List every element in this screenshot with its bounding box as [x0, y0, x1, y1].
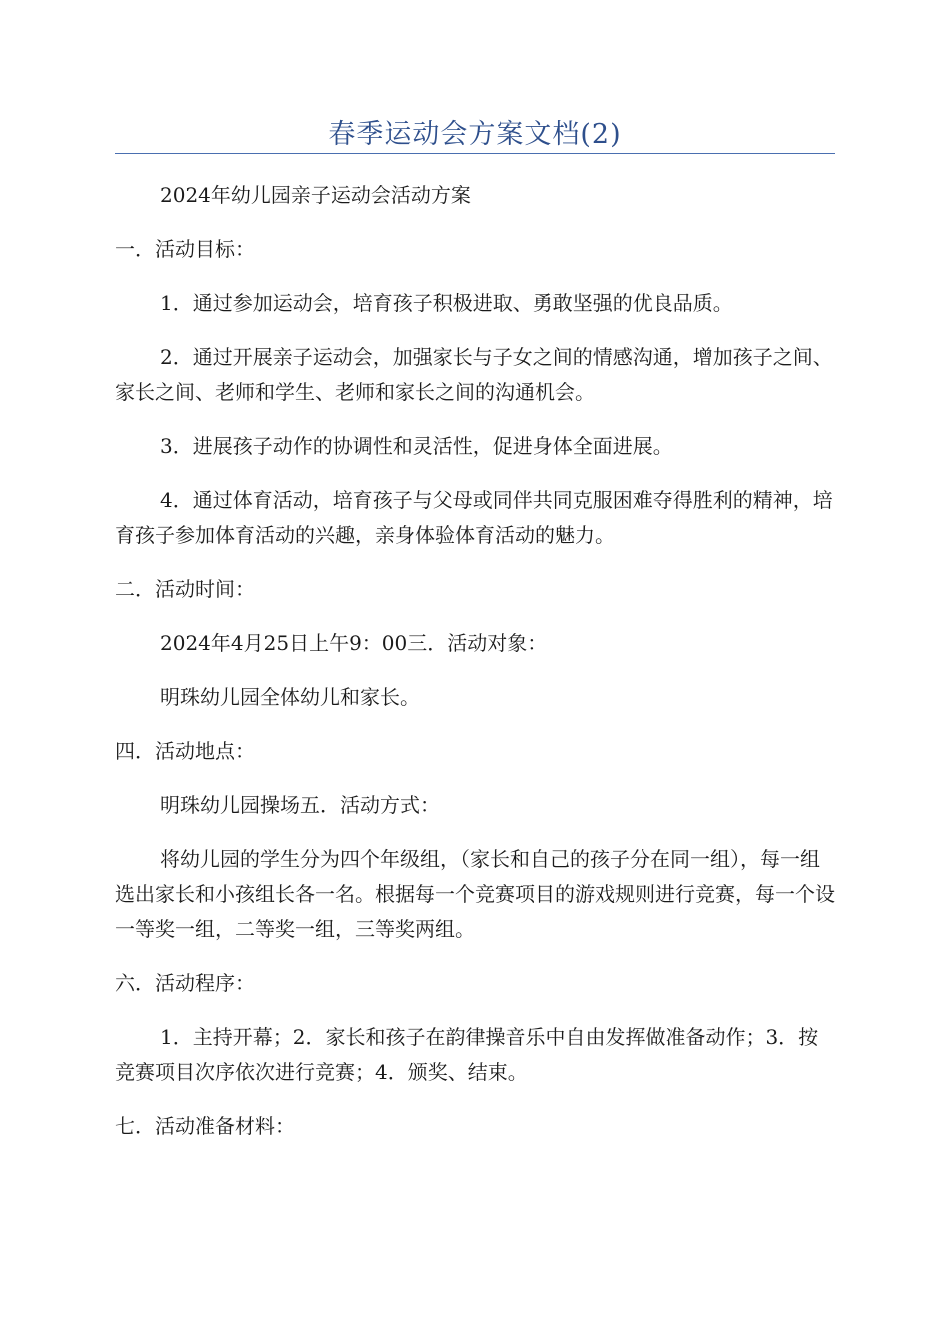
section-heading-goals: 一．活动目标： — [115, 237, 255, 261]
document-title: 春季运动会方案文档(2) — [328, 119, 622, 150]
plan-title-paragraph: 2024年幼儿园亲子运动会活动方案 — [160, 183, 471, 207]
goal-item-4: 4．通过体育活动，培育孩子与父母或同伴共同克服困难夺得胜利的精神，培育孩子参加体育活动的兴趣，亲身体验体育活动的魅力。 — [115, 488, 833, 547]
goal-item-1: 1．通过参加运动会，培育孩子积极进取、勇敢坚强的优良品质。 — [160, 291, 733, 315]
section-heading-location: 四．活动地点： — [115, 739, 255, 763]
participants-paragraph: 明珠幼儿园全体幼儿和家长。 — [160, 685, 420, 709]
goal-item-3: 3．进展孩子动作的协调性和灵活性，促进身体全面进展。 — [160, 434, 673, 458]
goal-item-2: 2．通过开展亲子运动会，加强家长与子女之间的情感沟通，增加孩子之间、家长之间、老师和学生、老师和家长之间的沟通机会。 — [115, 345, 833, 404]
time-paragraph: 2024年4月25日上午9：00三．活动对象： — [160, 631, 548, 655]
document-body — [115, 178, 835, 1144]
section-heading-materials: 七．活动准备材料： — [115, 1114, 295, 1138]
method-paragraph: 将幼儿园的学生分为四个年级组，（家长和自己的孩子分在同一组），每一组选出家长和小孩组长各一名。根据每一个竞赛项目的游戏规则进行竞赛，每一个设一等奖一组，二等奖一组，三等奖两组。 — [115, 847, 835, 941]
procedure-paragraph: 1．主持开幕；2．家长和孩子在韵律操音乐中自由发挥做准备动作；3．按竞赛项目次序依次进行竞赛；4．颁奖、结束。 — [115, 1025, 819, 1084]
location-paragraph: 明珠幼儿园操场五．活动方式： — [160, 793, 440, 817]
title-underline — [115, 153, 835, 154]
section-heading-time: 二．活动时间： — [115, 577, 255, 601]
section-heading-procedure: 六．活动程序： — [115, 971, 255, 995]
